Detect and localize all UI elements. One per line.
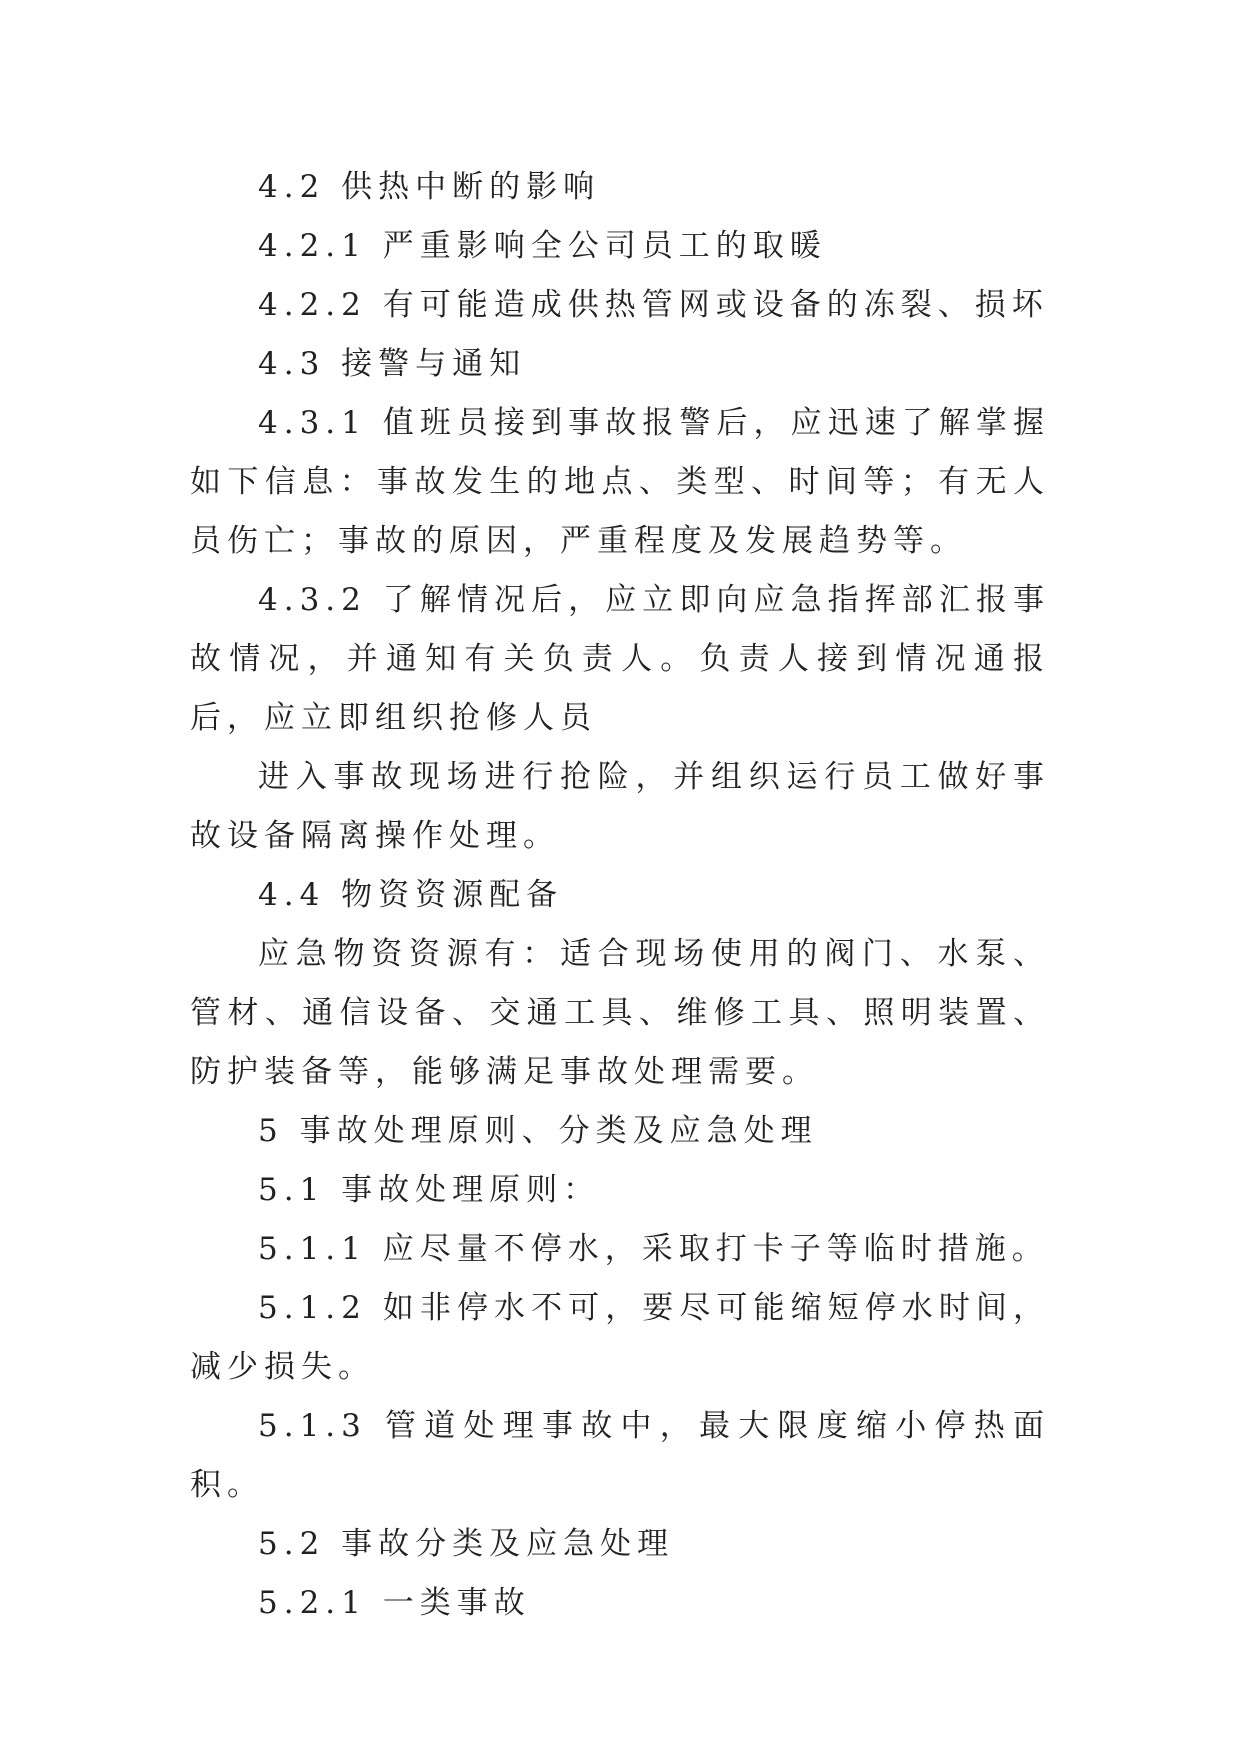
heading-5-2-1: 5.2.1 一类事故 (258, 1585, 531, 1621)
item-4-3-2: 4.3.2 了解情况后，应立即向应急指挥部汇报事故情况，并通知有关负责人。负责人接到情况通报后，应立即组织抢修人员 (190, 582, 1050, 736)
item-4-2-2: 4.2.2 有可能造成供热管网或设备的冻裂、损坏 (258, 287, 1049, 323)
resources-paragraph: 应急物资资源有：适合现场使用的阀门、水泵、管材、通信设备、交通工具、维修工具、照明装置、防护装备等，能够满足事故处理需要。 (190, 936, 1050, 1090)
heading-4-3: 4.3 接警与通知 (258, 346, 527, 382)
heading-5-1: 5.1 事故处理原则： (258, 1172, 601, 1208)
item-5-1-1: 5.1.1 应尽量不停水，采取打卡子等临时措施。 (258, 1231, 1049, 1267)
item-4-3-2-continued: 进入事故现场进行抢险，并组织运行员工做好事故设备隔离操作处理。 (190, 759, 1050, 854)
heading-4-4: 4.4 物资资源配备 (258, 877, 564, 913)
heading-5-2: 5.2 事故分类及应急处理 (258, 1526, 675, 1562)
item-4-3-1: 4.3.1 值班员接到事故报警后，应迅速了解掌握如下信息：事故发生的地点、类型、时间等；有无人员伤亡；事故的原因，严重程度及发展趋势等。 (190, 405, 1050, 559)
item-5-1-3: 5.1.3 管道处理事故中，最大限度缩小停热面积。 (190, 1408, 1050, 1503)
item-5-1-2: 5.1.2 如非停水不可，要尽可能缩短停水时间，减少损失。 (190, 1290, 1050, 1385)
heading-5: 5 事故处理原则、分类及应急处理 (258, 1113, 818, 1149)
item-4-2-1: 4.2.1 严重影响全公司员工的取暖 (258, 228, 827, 264)
document-body (190, 158, 1050, 1633)
heading-4-2: 4.2 供热中断的影响 (258, 169, 601, 205)
